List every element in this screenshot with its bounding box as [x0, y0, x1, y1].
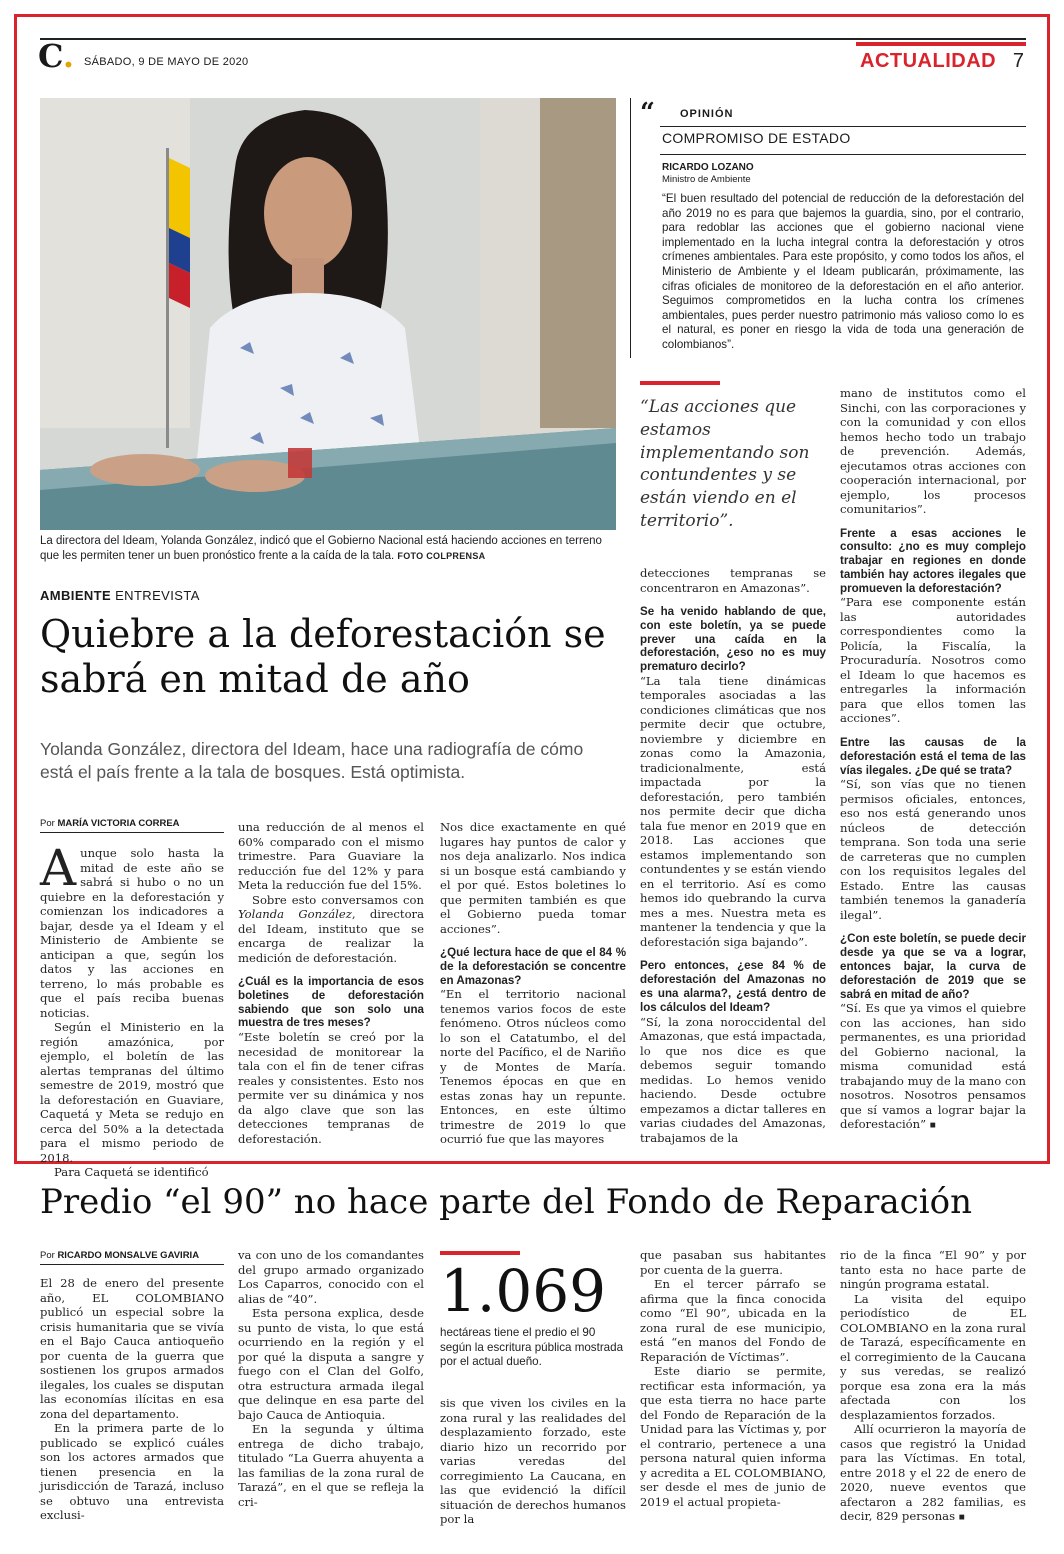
quote-mark-icon: “	[640, 98, 655, 128]
second-article-column-1: El 28 de enero del presente año, EL COLOMBIANO publicó un especial sobre la crisis humanitaria que se vivía en el Bajo Cauca antioqueño por cuenta de la guerra que sostienen los grupos armados ilegales, los cuales se disputan las economías ilícitas en esa zona del departamento. En la primera parte de lo publicado se explicó cuáles son los actores armados que tienen presencia en la jurisdicción de Tarazá, incluso se obtuvo una entrevista exclusi-	[40, 1276, 224, 1522]
second-article-headline: Predio “el 90” no hace parte del Fondo de Reparación	[40, 1182, 972, 1222]
opinion-text: “El buen resultado del potencial de reducción de la deforestación del año 2019 no es para que bajemos la guardia, sino, por el contrario, para redoblar las acciones que el gobierno nacional viene implementado en la lucha integral contra la deforestación y otros crímenes ambientales. Para este propósito, y como todos los años, el Ministerio de Ambiente y el Ideam publicarán, próximamente, las cifras oficiales de monitoreo de la deforestación en el año anterior. Seguimos comprometidos en la lucha contra los crímenes ambientales, pues perder nuestro patrimonio más valioso como lo es el natural, es poner en riesgo la vida de toda una generación de colombianos”.	[662, 192, 1024, 351]
end-mark: ■	[958, 1512, 965, 1523]
opinion-rule	[660, 154, 1026, 155]
article-column-3: Nos dice exactamente en qué lugares hay puntos de calor y nos deja analizarlo. Nos indica si un bosque está cambiando y el por qué. Estos boletines lo que permiten también es que el Gobierno pueda tomar acciones”. ¿Qué lectura hace de que el 84 % de la deforestación se concentre en Amazonas? “En el territorio nacional tenemos varios focos de este fenómeno. Otros núcleos como lo son el Catatumbo, el del norte del Pacífico, el de Nariño y de Montes de María. Tenemos épocas en que en estas zonas hay un repunte. Entonces, en este último trimestre de 2019 lo que ocurrió fue que las mayores	[440, 820, 626, 1147]
second-article-column-5: rio de la finca “El 90” y por tanto esta no hace parte de ningún programa estatal. La visita del equipo periodístico de EL COLOMBIANO en la zona rural de Tarazá, específicamente en el corregimiento de la Caucana y sus veredas, se realizó porque esa zona era la más afectada con los desplazamientos forzados. Allí ocurrieron la mayoría de casos que registró la Unidad para las Víctimas. En total, entre 2018 y el 22 de enero de 2020, nueve eventos que afectaron a 282 familias, es decir, 829 personas ■	[840, 1248, 1026, 1523]
interview-question: Se ha venido hablando de que, con este boletín, ya se puede prever una caída en la deforestación, ¿eso no es muy prematuro decirlo?	[640, 605, 826, 674]
second-article-column-2: va con uno de los comandantes del grupo armado organizado Los Caparros, conocido con el alias de “40”. Esta persona explica, desde su punto de vista, lo que está ocurriendo en la región y el por qué la disputa a sangre y fuego con el Clan del Golfo, otra estructura armada ilegal que delinque en esa parte del bajo Cauca de Antioquia. En la segunda y última entrega de dicho trabajo, titulado “La Guerra ahuyenta a las familias de la zona rural de Tarazá”, en el que se refleja la cri-	[238, 1248, 424, 1509]
photo-caption: La directora del Ideam, Yolanda González, indicó que el Gobierno Nacional está haciendo acciones en terreno que les permiten tener un buen pronóstico frente a la caída de la tala. FOTO COLPRENSA	[40, 535, 602, 562]
interview-question: Entre las causas de la deforestación está el tema de las vías ilegales. ¿De qué se trata?	[840, 735, 1026, 777]
second-article-column-4: que pasaban sus habitantes por cuenta de la guerra. En el tercer párrafo se afirma que la finca conocida como “El 90”, ubicada en la zona rural de ese municipio, está “en manos del Fondo de Reparación de Víctimas”. Este diario se permite, rectificar esta información, ya que esta tierra no hace parte del Fondo de Reparación de la Unidad para las Víctimas y, por el contrario, pertenece a una persona natural quien informa y acredita a EL COLOMBIANO, ser desde el mes de junio de 2019 el actual propieta-	[640, 1248, 826, 1509]
article-column-2: una reducción de al menos el 60% comparado con el mismo trimestre. Para Guaviare la reducción fue del 12% y para Meta la reducción fue del 15%. Sobre esto conversamos con Yolanda González, directora del Ideam, instituto que se encarga de realizar la medición de deforestación. ¿Cuál es la importancia de esos boletines de deforestación sabiendo que son solo una muestra de tres meses? “Este boletín se creó por la necesidad de monitorear la tala con el fin de tener cifras reales y consistentes. Esto nos permite ver su dinámica y nos da algo clave que son las detecciones tempranas de deforestación.	[238, 820, 424, 1146]
section-header	[856, 42, 1026, 76]
interview-question: Pero entonces, ¿ese 84 % de deforestación del Amazonas no es una alarma?, ¿está dentro de los cálculos del Ideam?	[640, 959, 826, 1014]
stat-caption: hectáreas tiene el predio el 90 según la escritura pública mostrada por el actual dueño.	[440, 1326, 624, 1368]
end-mark: ■	[929, 1120, 936, 1132]
pull-quote: “Las acciones que estamos implementando son contundentes y se están viendo en el territorio”.	[640, 397, 810, 531]
page-number: 7	[1012, 50, 1024, 72]
article-column-5: mano de institutos como el Sinchi, con las corporaciones y con la comunidad y con ellos hemos hecho todo un trabajo de prevención. Además, ejecutamos otras acciones con cooperación internacional, por ejemplo, los procesos comunitarios”. Frente a esas acciones le consulto: ¿no es muy complejo trabajar en regiones en donde también hay actores ilegales que promueven la deforestación? “Para ese componente están las autoridades correspondientes como la Policía, la Fiscalía, la Procuraduría. Nosotros como el Ideam lo que hacemos es entregarles la información para que ellos tomen las acciones”. Entre las causas de la deforestación está el tema de las vías ilegales. ¿De qué se trata? “Sí, son vías que no tienen permisos oficiales, entonces, eso nos está generando unos núcleos de detección temprana. Son toda una serie de carreteras que no cumplen con los requisitos legales del Estado. Entre las causas también tenemos la ganadería ilegal”. ¿Con este boletín, se puede decir desde ya que se va a lograr, entonces bajar, la curva de deforestación de 2019 que se sabrá en mitad de año? “Sí. Es que ya vimos el quiebre con las acciones, han sido permanentes, es una prioridad del Gobierno nacional, la misma comunidad está trabajando muy de la mano con nosotros. Nosotros pensamos que sí vamos a lograr bajar la deforestación” ■	[840, 386, 1026, 1132]
stat-rule	[440, 1251, 520, 1255]
drop-cap: A	[40, 839, 77, 897]
article-column-1: Aunque solo hasta la mitad de este año se sabrá si hubo o no un quiebre en la deforestación y comienzan los indicadores a bajar, desde ya el Ideam y el Ministerio de Ambiente se anticipan a que, según los datos y las acciones en terreno, lo más probable es que el país reciba buenas noticias. Según el Ministerio en la región amazónica, por ejemplo, el boletín de las alertas tempranas del último semestre de 2019, mostró que la deforestación en Guaviare, Caquetá y Meta se redujo en cerca del 50% a la detectada para el mismo periodo de 2018. Para Caquetá se identificó	[40, 839, 224, 1179]
opinion-author-role: Ministro de Ambiente	[662, 174, 751, 185]
photo-illustration	[40, 98, 616, 530]
newspaper-logo: C.	[38, 37, 75, 75]
interview-question: Frente a esas acciones le consulto: ¿no es muy complejo trabajar en regiones en donde también hay actores ilegales que promueven la deforestación?	[840, 526, 1026, 595]
interview-question: ¿Qué lectura hace de que el 84 % de la deforestación se concentre en Amazonas?	[440, 946, 626, 987]
article-byline: Por MARÍA VICTORIA CORREA	[40, 818, 224, 833]
second-article-column-3: sis que viven los civiles en la zona rural y las realidades del desplazamiento forzado, este diario hizo un recorrido por varias veredas del corregimiento La Caucana, en las que evidenció la difícil situación de derechos humanos por la	[440, 1396, 626, 1526]
article-kicker: AMBIENTE ENTREVISTA	[40, 588, 200, 603]
pull-quote-rule	[640, 381, 720, 385]
article-column-4: detecciones tempranas se concentraron en Amazonas”. Se ha venido hablando de que, con este boletín, ya se puede prever una caída en la deforestación, ¿eso no es muy prematuro decirlo? “La tala tiene dinámicas temporales asociadas a las condiciones climáticas que nos permite decir que octubre, noviembre y diciembre en zonas como la Amazonia, tradicionalmente, está impactada por la deforestación, pero también nos permite decir que dicha tala fue menor en 2019 que en 2018. Las acciones que estamos implementando son contundentes y se están viendo en el territorio. Así es como hemos ido quebrando la curva mes a mes. Nuestra meta es mantener la tendencia y que la deforestación siga bajando”. Pero entonces, ¿ese 84 % de deforestación del Amazonas no es una alarma?, ¿está dentro de los cálculos del Ideam? “Sí, la zona noroccidental del Amazonas, que está impactada, lo que nos dice es que debemos seguir tomando medidas. Lo hemos venido haciendo. Desde octubre empezamos a dictar talleres en varias ciudades del Amazonas, trabajamos de la	[640, 566, 826, 1145]
second-article-byline: Por RICARDO MONSALVE GAVIRIA	[40, 1250, 224, 1265]
article-headline: Quiebre a la deforestación se sabrá en mitad de año	[40, 612, 606, 701]
opinion-rule	[660, 126, 1026, 127]
photo-credit: FOTO COLPRENSA	[397, 551, 486, 561]
opinion-author: RICARDO LOZANO	[662, 162, 754, 173]
opinion-title: COMPROMISO DE ESTADO	[662, 130, 851, 146]
section-name: ACTUALIDAD	[860, 50, 997, 72]
article-deck: Yolanda González, directora del Ideam, hace una radiografía de cómo está el país frente a la tala de bosques. Está optimista.	[40, 739, 584, 782]
header-rule	[40, 38, 1026, 40]
stat-figure: 1.069	[440, 1257, 607, 1325]
interview-photo	[40, 98, 616, 530]
issue-date: SÁBADO, 9 DE MAYO DE 2020	[84, 56, 249, 68]
interview-question: ¿Cuál es la importancia de esos boletines de deforestación sabiendo que son solo una muestra de tres meses?	[238, 975, 424, 1030]
interview-question: ¿Con este boletín, se puede decir desde ya que se va a lograr, entonces bajar, la curva de deforestación de 2019 que se sabrá en mitad de año?	[840, 932, 1026, 1001]
opinion-label: OPINIÓN	[680, 108, 734, 120]
